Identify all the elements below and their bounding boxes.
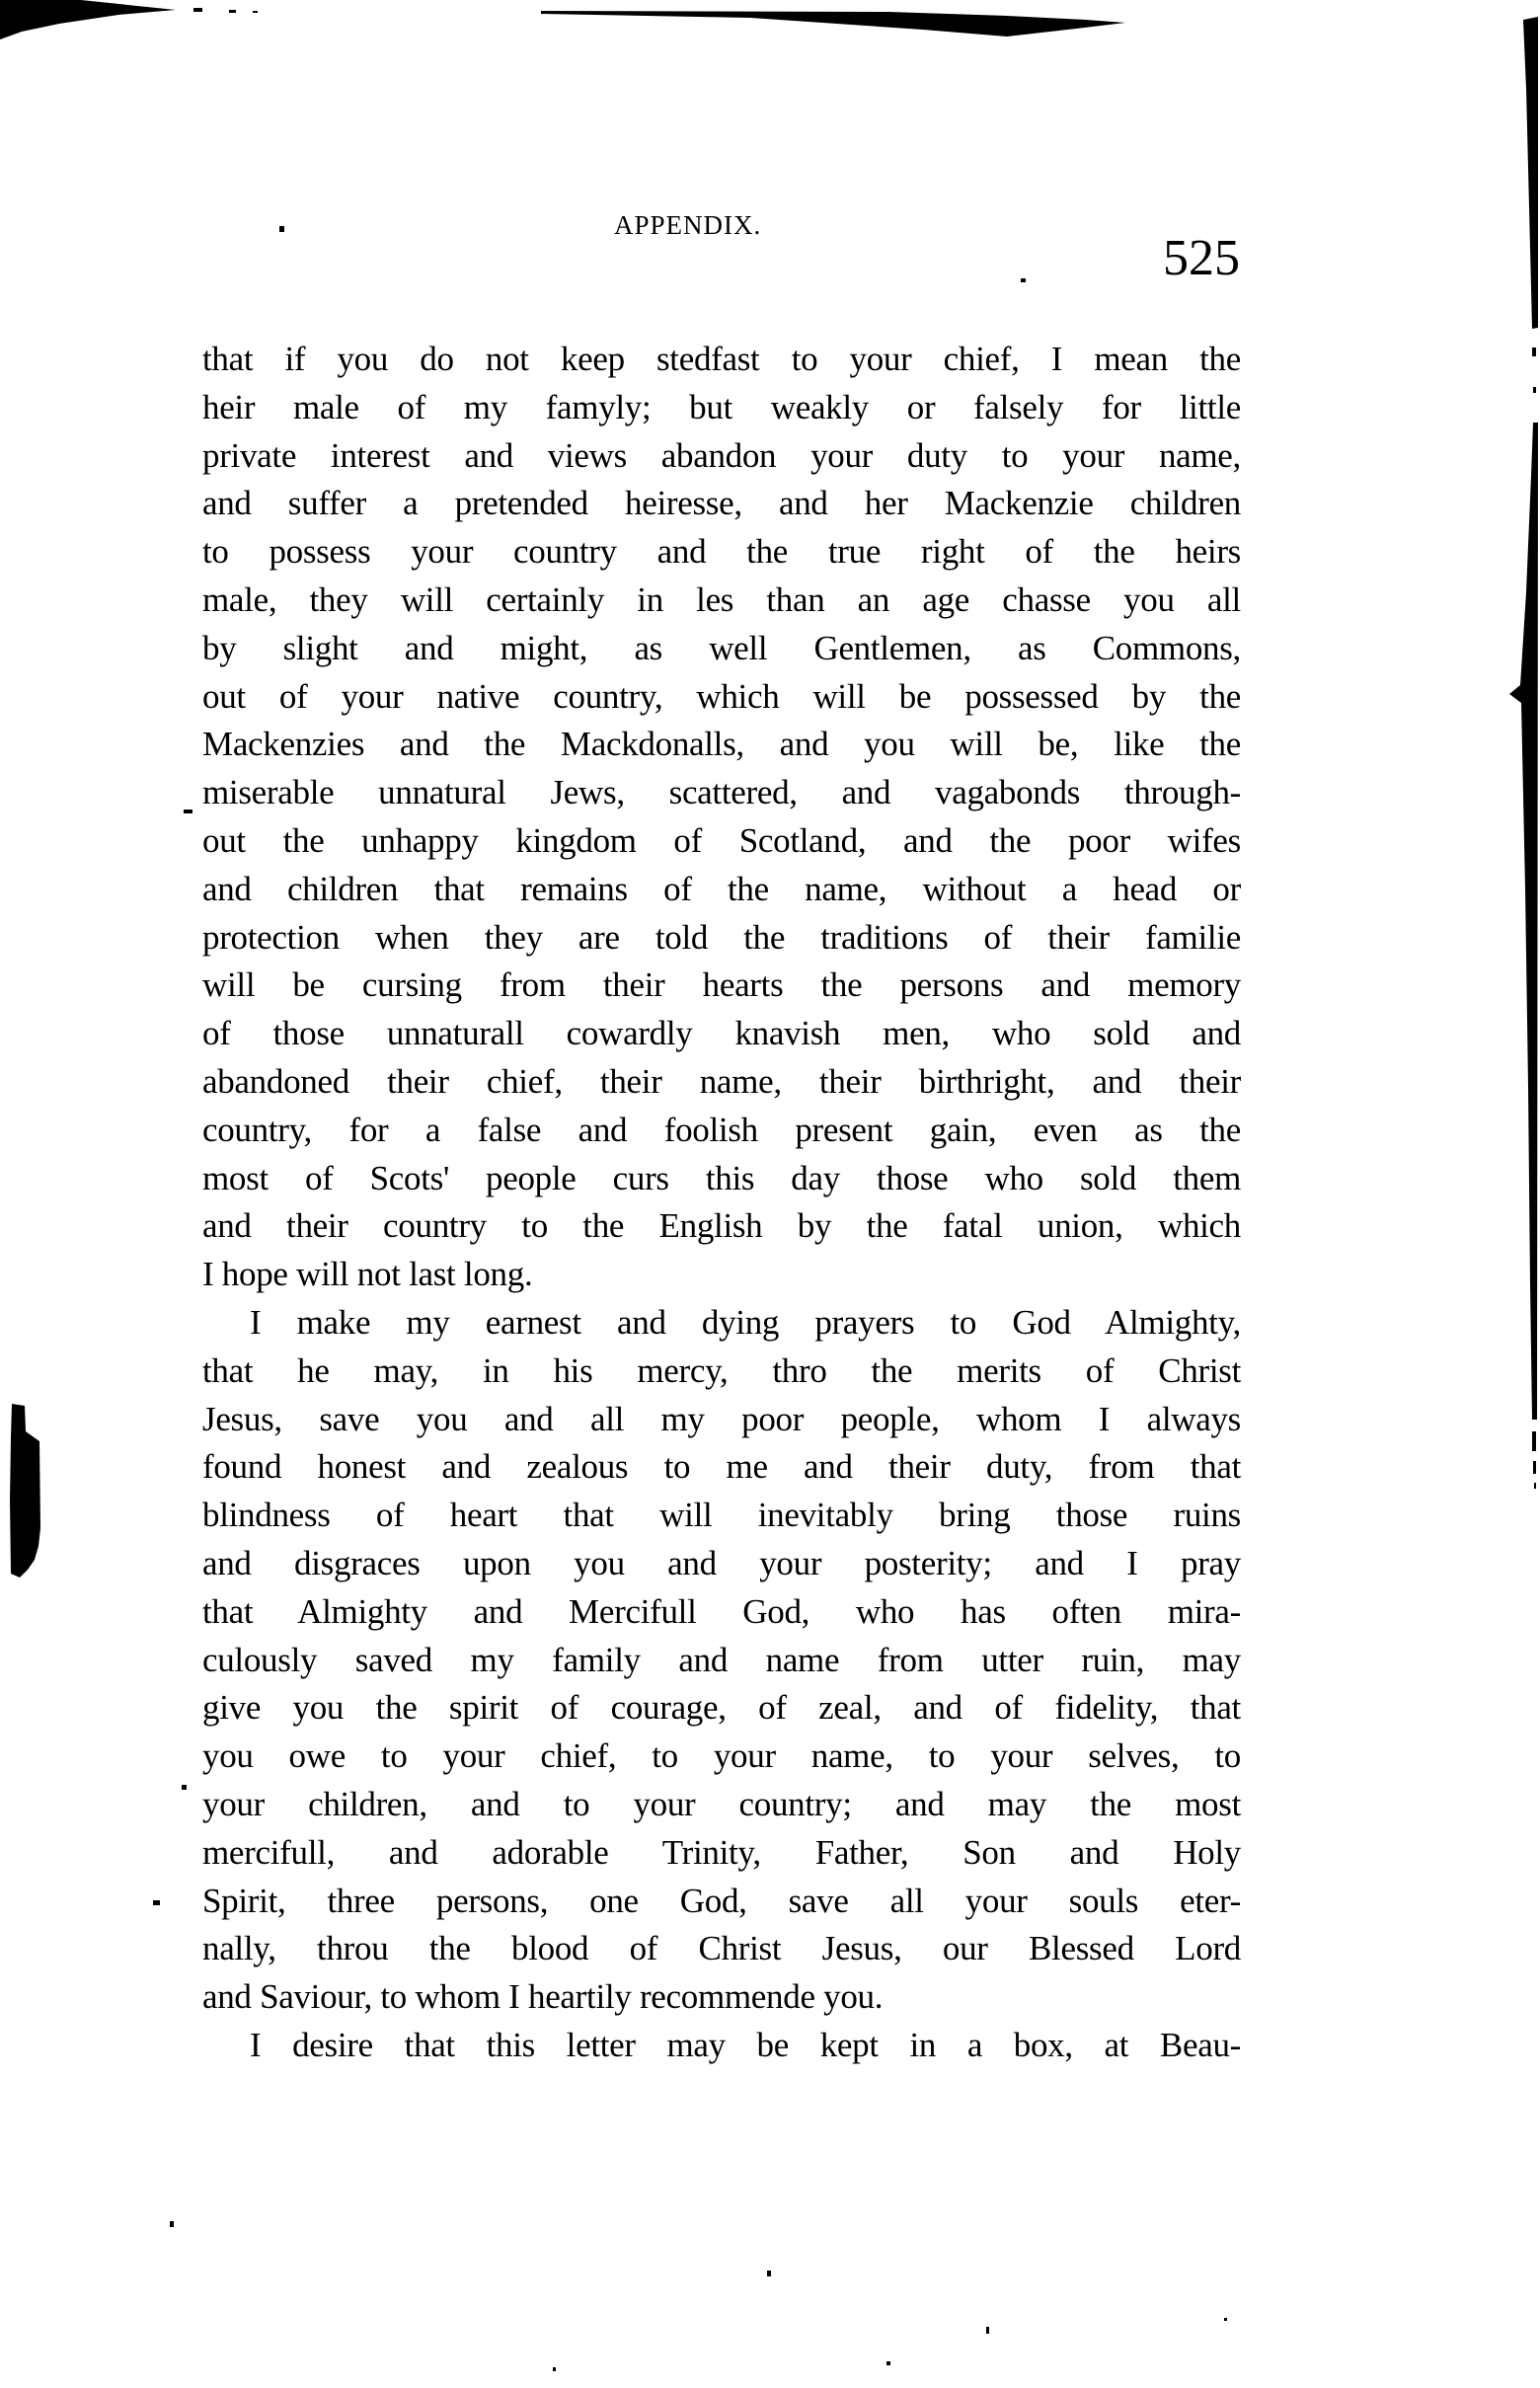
text-line: that Almighty and Mercifull God, who has often mira- <box>202 1591 1241 1631</box>
text-line: that if you do not keep stedfast to your chief, I mean the <box>202 340 1241 378</box>
text-line: I desire that this letter may be kept in a box, at Beau- <box>250 2025 1241 2064</box>
ink-speck <box>1021 278 1026 282</box>
text-line: give you the spirit of courage, of zeal, and of fidelity, that <box>202 1688 1241 1728</box>
text-line: most of Scots' people curs this day those who sold them <box>202 1158 1241 1197</box>
page-number: 525 <box>1163 230 1240 286</box>
ink-speck <box>986 2327 989 2334</box>
text-line: and children that remains of the name, without a head or <box>202 869 1241 908</box>
running-head-title: APPENDIX. <box>614 210 762 240</box>
ink-speck <box>886 2361 890 2365</box>
ink-speck <box>153 1900 160 1905</box>
ink-speck <box>1533 1461 1536 1474</box>
text-line: male, they will certainly in les than an age chasse you all <box>202 579 1241 619</box>
ink-speck <box>229 10 236 13</box>
ink-speck <box>767 2271 771 2276</box>
ink-speck <box>279 226 284 232</box>
text-line: and their country to the English by the fatal union, which <box>202 1206 1241 1246</box>
right-edge-ink-bar-upper-artifact <box>1523 17 1538 329</box>
text-line: I hope will not last long. <box>202 1255 533 1294</box>
top-edge-ink-line-artifact <box>541 11 1125 37</box>
text-line: that he may, in his mercy, thro the merits of Christ <box>202 1350 1241 1390</box>
text-line: out the unhappy kingdom of Scotland, and the poor wifes <box>202 820 1241 860</box>
text-line: and suffer a pretended heiresse, and her Mackenzie children <box>202 484 1241 523</box>
text-line: nally, throu the blood of Christ Jesus, our Blessed Lord <box>202 1929 1241 1968</box>
text-line: out of your native country, which will be possessed by the <box>202 676 1241 716</box>
text-line: and Saviour, to whom I heartily recommende you. <box>202 1977 884 2017</box>
text-line: you owe to your chief, to your name, to your selves, to <box>202 1736 1241 1776</box>
text-line: abandoned their chief, their name, their birthright, and their <box>202 1061 1241 1101</box>
text-line: country, for a false and foolish present gain, even as the <box>202 1110 1241 1149</box>
text-line: protection when they are told the traditions of their familie <box>202 917 1241 957</box>
right-edge-ink-bar-lower-artifact <box>1509 423 1538 1420</box>
text-line: blindness of heart that will inevitably bring those ruins <box>202 1496 1241 1535</box>
ink-speck <box>253 11 258 13</box>
text-line: Jesus, save you and all my poor people, whom I always <box>202 1399 1241 1438</box>
ink-speck <box>1224 2318 1227 2321</box>
text-line: I make my earnest and dying prayers to God Almighty, <box>250 1302 1241 1342</box>
top-left-ink-smudge-artifact <box>0 0 176 39</box>
ink-speck <box>1532 1431 1536 1451</box>
text-line: mercifull, and adorable Trinity, Father, Son and Holy <box>202 1832 1241 1872</box>
text-line: private interest and views abandon your duty to your name, <box>202 435 1241 475</box>
ink-speck <box>1533 387 1536 393</box>
text-line: by slight and might, as well Gentlemen, as Commons, <box>202 628 1241 667</box>
letter-text <box>202 336 1241 2070</box>
text-line: will be cursing from their hearts the persons and memory <box>202 965 1241 1005</box>
ink-speck <box>170 2221 174 2227</box>
ink-speck <box>184 809 192 813</box>
ink-speck <box>193 8 202 12</box>
ink-speck <box>1532 347 1536 356</box>
text-line: miserable unnatural Jews, scattered, and vagabonds through- <box>202 773 1241 812</box>
text-line: of those unnaturall cowardly knavish men, who sold and <box>202 1014 1241 1053</box>
ink-speck <box>182 1785 187 1790</box>
ink-speck <box>553 2367 556 2371</box>
text-line: culously saved my family and name from utter ruin, may <box>202 1640 1241 1679</box>
left-margin-ink-blot-artifact <box>10 1404 40 1578</box>
text-line: and disgraces upon you and your posterity; and I pray <box>202 1543 1241 1582</box>
text-line: to possess your country and the true right of the heirs <box>202 532 1241 572</box>
text-line: your children, and to your country; and may the most <box>202 1784 1241 1823</box>
text-line: Spirit, three persons, one God, save all your souls eter- <box>202 1881 1241 1920</box>
text-line: heir male of my famyly; but weakly or falsely for little <box>202 387 1241 426</box>
text-line: found honest and zealous to me and their duty, from that <box>202 1447 1241 1487</box>
ink-speck <box>1534 1483 1536 1489</box>
text-line: Mackenzies and the Mackdonalls, and you will be, like the <box>202 725 1241 764</box>
